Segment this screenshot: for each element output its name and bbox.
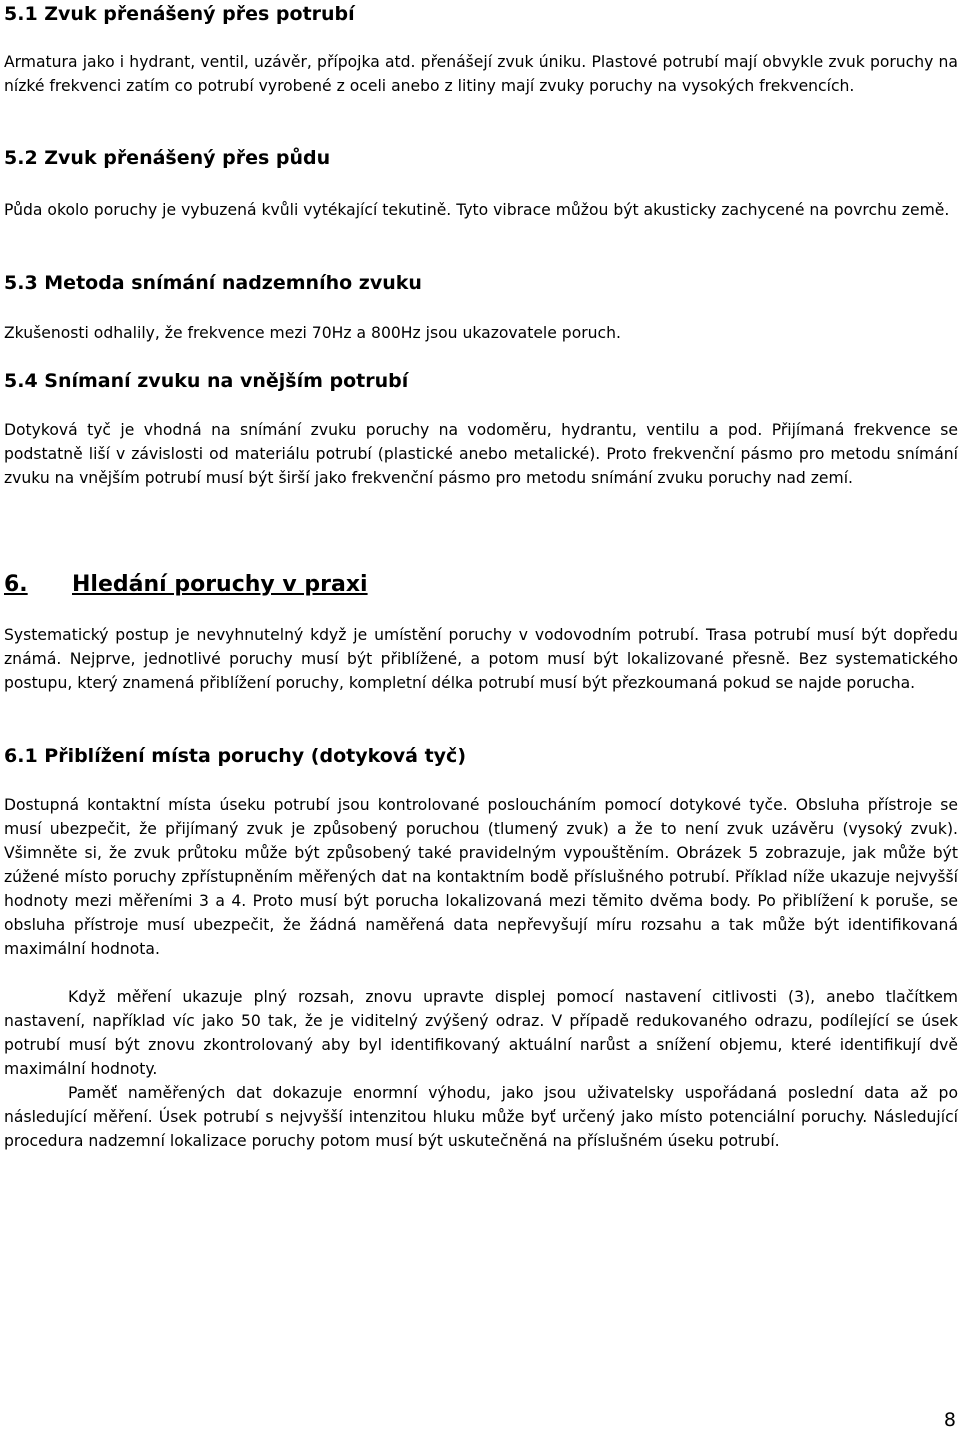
chapter-heading-6	[4, 571, 368, 599]
chapter-number: 6.	[4, 572, 28, 597]
section-heading-6-1: 6.1 Přiblížení místa poruchy (dotyková tyč)	[4, 745, 467, 767]
chapter-title: Hledání poruchy v praxi	[72, 572, 368, 597]
section-heading-5-2: 5.2 Zvuk přenášený přes půdu	[4, 147, 331, 169]
section-paragraph-5-2: Půda okolo poruchy je vybuzená kvůli vytékající tekutině. Tyto vibrace můžou být akusticky zachycené na povrchu země.	[4, 201, 950, 219]
page-number: 8	[943, 1409, 956, 1431]
section-paragraph-6-1-a: Dostupná kontaktní místa úseku potrubí jsou kontrolované posloucháním pomocí dotykové tyče. Obsluha přístroje se musí ubezpečit, že přijímaný zvuk je způsobený poruchou (tlumený zvuk) a že to není zvuk uzávěru (vysoký zvuk). Všimněte si, že zvuk průtoku může být způsobený také pravidelným vypouštěním. Obrázek 5 zobrazuje, jak může být zúžené místo poruchy zpřístupněním měřených dat na kontaktním bodě příslušného potrubí. Příklad níže ukazuje nejvyšší hodnoty mezi měřeními 3 a 4. Proto musí být porucha lokalizovaná mezi těmito dvěma body. Po přiblížení k poruše, se obsluha přístroje musí ubezpečit, že žádná naměřená data nepřevyšují míru rozsahu a tak může být identifikovaná maximální hodnota.	[4, 796, 958, 958]
section-heading-5-4: 5.4 Snímaní zvuku na vnějším potrubí	[4, 370, 409, 392]
section-paragraph-5-3: Zkušenosti odhalily, že frekvence mezi 70Hz a 800Hz jsou ukazovatele poruch.	[4, 324, 621, 342]
section-heading-5-1: 5.1 Zvuk přenášený přes potrubí	[4, 3, 355, 25]
section-paragraph-5-4: Dotyková tyč je vhodná na snímání zvuku poruchy na vodoměru, hydrantu, ventilu a pod. Přijímaná frekvence se podstatně liší v závislosti od materiálu potrubí (plastické anebo metalické). Proto frekvenční pásmo pro metodu snímání zvuku na vnějším potrubí musí být širší jako frekvenční pásmo pro metodu snímání zvuku poruchy nad zemí.	[4, 421, 958, 487]
section-heading-5-3: 5.3 Metoda snímání nadzemního zvuku	[4, 272, 422, 294]
section-paragraph-5-1: Armatura jako i hydrant, ventil, uzávěr, přípojka atd. přenášejí zvuk úniku. Plastové potrubí mají obvykle zvuk poruchy na nízké frekvenci zatím co potrubí vyrobené z oceli anebo z litiny mají zvuky poruchy na vysokých frekvencích.	[4, 53, 958, 95]
section-paragraph-6-1-b: Když měření ukazuje plný rozsah, znovu upravte displej pomocí nastavení citlivosti (3), anebo tlačítkem nastavení, například víc jako 50 tak, že je viditelný zvýšený odraz. V případě redukovaného odrazu, podílející se úsek potrubí musí být znovu zkontrolovaný aby byl identifikovaný aktuální narůst a snížení objemu, které identifikují dvě maximální hodnoty.	[4, 988, 958, 1078]
section-paragraph-6-1-c: Paměť naměřených dat dokazuje enormní výhodu, jako jsou uživatelsky uspořádaná poslední data až po následující měření. Úsek potrubí s nejvyšší intenzitou hluku může byť určený jako místo potenciální poruchy. Následující procedura nadzemní lokalizace poruchy potom musí být uskutečněná na příslušném úseku potrubí.	[4, 1084, 958, 1150]
section-paragraph-6: Systematický postup je nevyhnutelný když je umístění poruchy v vodovodním potrubí. Trasa potrubí musí být dopředu známá. Nejprve, jednotlivé poruchy musí být přiblížené, a potom musí být lokalizované přesně. Bez systematického postupu, který znamená přiblížení poruchy, kompletní délka potrubí musí být přezkoumaná pokud se najde porucha.	[4, 626, 958, 692]
